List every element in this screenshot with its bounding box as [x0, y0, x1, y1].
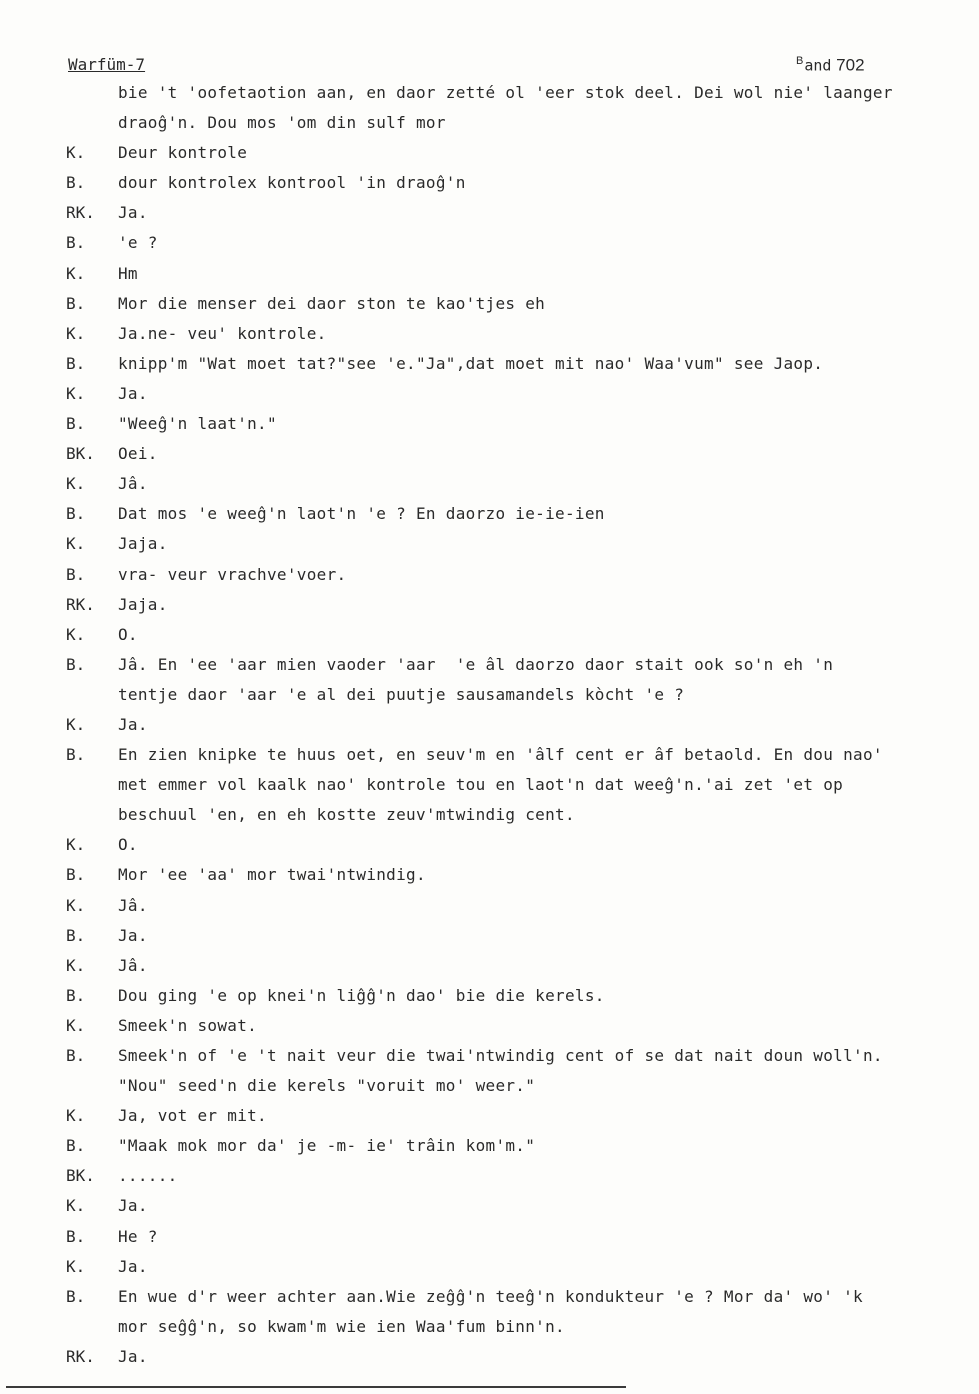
line-text: Oei. [118, 444, 158, 464]
transcript-line [0, 1011, 979, 1041]
line-text: ...... [118, 1166, 178, 1186]
speaker-label: K. [66, 895, 86, 915]
speaker-label: B. [66, 173, 86, 193]
speaker-label: RK. [66, 594, 95, 614]
speaker-label: B. [66, 925, 86, 945]
line-text: Jâ. [118, 895, 148, 915]
speaker-label: B. [66, 985, 86, 1005]
line-text: Deur kontrole [118, 143, 248, 163]
speaker-label: B. [66, 564, 86, 584]
line-text: "Weeĝ'n laat'n." [118, 414, 277, 434]
transcript-line [0, 590, 979, 620]
line-text: Jâ. En 'ee 'aar mien vaoder 'aar 'e âl daorzo daor stait ook so'n eh 'n [118, 654, 834, 674]
transcript-line [0, 78, 979, 108]
speaker-label: BK. [66, 444, 95, 464]
transcript-line [0, 319, 979, 349]
speaker-label: B. [66, 1226, 86, 1246]
document-title: Warfüm-7 [68, 55, 146, 74]
transcript-lines [0, 78, 979, 1372]
band-number: 702 [836, 55, 865, 75]
line-text: Ja. [118, 383, 148, 403]
line-text: O. [118, 835, 138, 855]
speaker-label: K. [66, 835, 86, 855]
transcript-line [0, 529, 979, 559]
transcript-line [0, 770, 979, 800]
transcript-line [0, 1282, 979, 1312]
transcript-line [0, 1252, 979, 1282]
line-text: Ja. [118, 1346, 148, 1366]
line-text: Jaja. [118, 534, 168, 554]
line-text: Jâ. [118, 955, 148, 975]
bottom-rule [6, 1386, 626, 1388]
line-text: mor seĝĝ'n, so kwam'm wie ien Waa'fum binn'n. [118, 1316, 565, 1336]
transcript-line [0, 1191, 979, 1221]
transcript-line [0, 1342, 979, 1372]
transcript-line [0, 1131, 979, 1161]
line-text: Ja, vot er mit. [118, 1106, 267, 1126]
line-text: "Maak mok mor da' je -m- ie' trâin kom'm." [118, 1136, 536, 1156]
speaker-label: K. [66, 714, 86, 734]
line-text: Jâ. [118, 474, 148, 494]
speaker-label: K. [66, 955, 86, 975]
speaker-label: B. [66, 1136, 86, 1156]
line-text: dour kontroleх kontrool 'in draoĝ'n [118, 173, 466, 193]
speaker-label: K. [66, 383, 86, 403]
line-text: Hm [118, 263, 138, 283]
speaker-label: K. [66, 1015, 86, 1035]
line-text: Ja. [118, 925, 148, 945]
line-text: draoĝ'n. Dou mos 'om din sulf mor [118, 113, 446, 133]
line-text: "Nou" seed'n die kerels "voruit mo' weer." [118, 1076, 536, 1096]
transcript-line [0, 800, 979, 830]
transcript-line [0, 228, 979, 258]
line-text: Ja.ne- veu' kontrole. [118, 323, 327, 343]
transcript-line [0, 921, 979, 951]
transcript-line [0, 891, 979, 921]
transcript-line [0, 981, 979, 1011]
transcript-line [0, 499, 979, 529]
transcript-line [0, 1222, 979, 1252]
line-text: beschuul 'en, en eh kostte zeuv'mtwindig cent. [118, 805, 575, 825]
transcript-line [0, 860, 979, 890]
speaker-label: K. [66, 323, 86, 343]
line-text: vra- veur vrachve'voer. [118, 564, 347, 584]
line-text: Ja. [118, 1196, 148, 1216]
transcript-line [0, 259, 979, 289]
line-text: Ja. [118, 203, 148, 223]
speaker-label: B. [66, 745, 86, 765]
transcript-line [0, 289, 979, 319]
speaker-label: K. [66, 534, 86, 554]
line-text: En zien knipke te huus oet, en seuv'm en 'âlf cent er âf betaold. En dou nao' [118, 745, 883, 765]
line-text: Smeek'n of 'e 't nait veur die twai'ntwindig cent of se dat nait doun woll'n. [118, 1046, 883, 1065]
line-text: 'e ? [118, 233, 158, 253]
speaker-label: RK. [66, 203, 95, 223]
line-text: Dou ging 'e op knei'n liĝĝ'n dao' bie die kerels. [118, 985, 605, 1005]
transcript-line [0, 680, 979, 710]
line-text: tentje daor 'aar 'e al dei puutje sausamandels kòcht 'e ? [118, 684, 685, 704]
transcript-line [0, 168, 979, 198]
transcript-line [0, 198, 979, 228]
transcript-line [0, 1312, 979, 1342]
transcript-line [0, 560, 979, 590]
transcript-line [0, 710, 979, 740]
speaker-label: B. [66, 353, 86, 373]
speaker-label: B. [66, 654, 86, 674]
line-text: Dat mos 'e weeĝ'n laot'n 'e ? En daorzo ie-ie-ien [118, 504, 605, 524]
transcript-line [0, 469, 979, 499]
speaker-label: B. [66, 1286, 86, 1306]
band-prefix: B [796, 55, 804, 67]
band-number-label [796, 55, 865, 76]
speaker-label: B. [66, 1046, 86, 1065]
line-text: bie 't 'oofetaotion aan, en daor zetté ol 'eer stok deel. Dei wol nie' laanger [118, 83, 893, 102]
speaker-label: B. [66, 233, 86, 253]
line-text: knipp'm "Wat moet tat?"see 'e."Ja",dat moet mit nao' Waa'vum" see Jaop. [118, 353, 824, 373]
transcript-line [0, 650, 979, 680]
speaker-label: K. [66, 624, 86, 644]
line-text: O. [118, 624, 138, 644]
line-text: Ja. [118, 714, 148, 734]
transcript-line [0, 740, 979, 770]
line-text: Mor 'ee 'aa' mor twai'ntwindig. [118, 865, 426, 885]
speaker-label: B. [66, 414, 86, 434]
speaker-label: K. [66, 1106, 86, 1126]
transcript-line [0, 108, 979, 138]
line-text: Mor die menser dei daor ston te kao'tjes eh [118, 293, 546, 313]
line-text: Ja. [118, 1256, 148, 1276]
speaker-label: B. [66, 293, 86, 313]
transcript-line [0, 409, 979, 439]
transcript-line [0, 951, 979, 981]
transcript-line [0, 1101, 979, 1131]
speaker-label: K. [66, 143, 86, 163]
transcript-line [0, 830, 979, 860]
line-text: He ? [118, 1226, 158, 1246]
speaker-label: K. [66, 263, 86, 283]
speaker-label: K. [66, 1196, 86, 1216]
speaker-label: BK. [66, 1166, 95, 1186]
transcript-line [0, 138, 979, 168]
transcript-line [0, 1041, 979, 1071]
speaker-label: RK. [66, 1346, 95, 1366]
speaker-label: B. [66, 504, 86, 524]
transcript-line [0, 1071, 979, 1101]
line-text: met emmer vol kaalk nao' kontrole tou en laot'n dat weeĝ'n.'ai zet 'et op [118, 775, 844, 795]
transcript-line [0, 620, 979, 650]
speaker-label: K. [66, 1256, 86, 1276]
line-text: Jaja. [118, 594, 168, 614]
transcript-line [0, 439, 979, 469]
speaker-label: B. [66, 865, 86, 885]
speaker-label: K. [66, 474, 86, 494]
transcript-line [0, 349, 979, 379]
line-text: Smeek'n sowat. [118, 1015, 258, 1035]
band-word: and [804, 56, 832, 75]
transcript-line [0, 1161, 979, 1191]
transcript-line [0, 379, 979, 409]
line-text: En wuе d'r weer achter aan.Wie zeĝĝ'n teeĝ'n konduktеur 'e ? Mor da' wo' 'k [118, 1286, 863, 1306]
